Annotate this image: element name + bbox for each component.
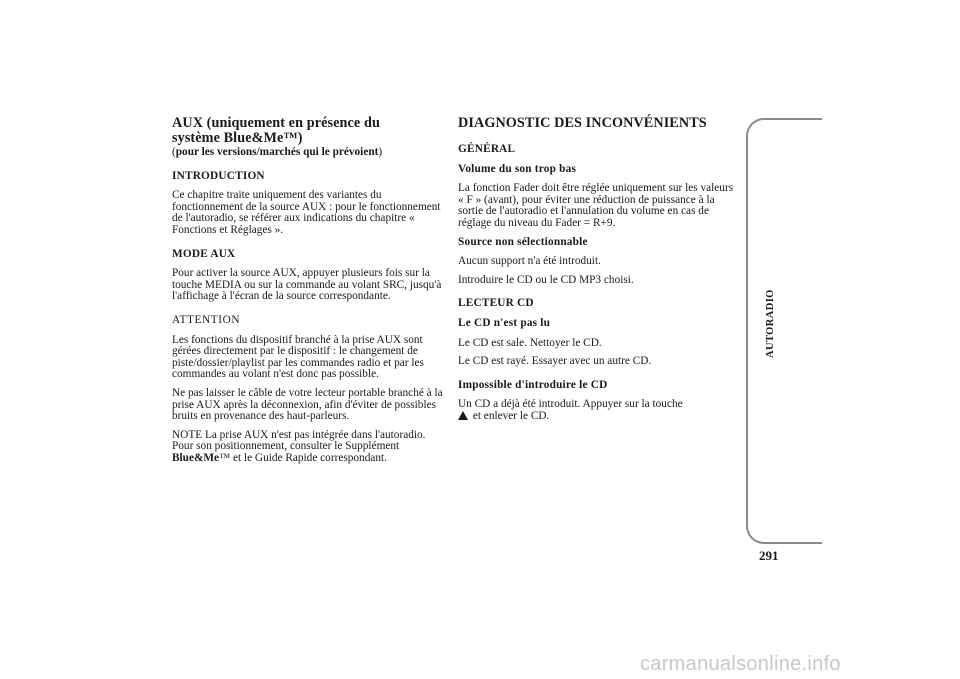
page-number: 291 — [759, 548, 779, 563]
attention-paragraph-2: Ne pas laisser le câble de votre lecteur portable branché à la prise AUX après la déconnexion, afin d'éviter de possibles bruits en provenance des haut-parleurs. — [172, 386, 443, 423]
cd-player-heading: LECTEUR CD — [458, 297, 534, 310]
cd-insert-text-a: Un CD a déjà été introduit. Appuyer sur la touche — [458, 398, 683, 411]
mode-aux-heading: MODE AUX — [172, 247, 236, 260]
cd-insert-heading: Impossible d'introduire le CD — [458, 378, 608, 391]
subtitle-bold-text: pour les versions/marchés qui le prévoient — [175, 146, 379, 158]
general-heading: GÉNÉRAL — [458, 143, 516, 155]
aux-title-line2: système Blue&Me™) — [172, 130, 303, 146]
cd-not-read-heading: Le CD n'est pas lu — [458, 316, 551, 329]
cd-insert-text-b: et enlever le CD. — [470, 409, 550, 422]
source-paragraph-2: Introduire le CD ou le CD MP3 choisi. — [458, 273, 634, 286]
aux-subtitle — [172, 147, 447, 159]
mode-aux-paragraph: Pour activer la source AUX, appuyer plusieurs fois sur la touche MEDIA ou sur la commande au volant SRC, jusqu'à l'affichage à l'écran de la source correspondante. — [172, 267, 442, 303]
cd-insert-paragraph — [458, 399, 740, 422]
aux-title-line1: AUX (uniquement en présence du — [172, 115, 380, 131]
right-column — [458, 116, 740, 430]
intro-paragraph: Ce chapitre traite uniquement des variantes du fonctionnement de la source AUX : pour le fonctionnement de l'autoradio, se référer aux indications du chapitre « Fonctions et Réglages ». — [172, 189, 441, 236]
note-text-a: NOTE La prise AUX n'est pas intégrée dans l'autoradio. Pour son positionnement, consulter le Supplément — [172, 428, 426, 453]
cd-not-read-paragraph-2: Le CD est rayé. Essayer avec un autre CD. — [458, 355, 652, 368]
watermark: carmanualsonline.info — [640, 653, 841, 675]
cd-not-read-paragraph-1: Le CD est sale. Nettoyer le CD. — [458, 336, 602, 349]
left-column — [172, 116, 447, 471]
volume-paragraph: La fonction Fader doit être réglée uniquement sur les valeurs « F » (avant), pour éviter une réduction de puissance à la sortie de l'autoradio et l'annulation du volume en cas de réglage du niveau du Fader = R+9. — [458, 182, 734, 229]
source-heading: Source non sélectionnable — [458, 235, 588, 248]
attention-heading: ATTENTION — [172, 313, 241, 326]
subtitle-close-paren: ) — [378, 146, 383, 158]
chapter-tab — [746, 118, 822, 544]
attention-paragraph-1: Les fonctions du dispositif branché à la prise AUX sont gérées directement par le dispositif : le changement de piste/dossier/playlist par les commandes radio et par les commandes au volant n'est donc pas possible. — [172, 333, 424, 381]
note-text-b: ™ et le Guide Rapide correspondant. — [219, 451, 387, 464]
note-bold: Blue&Me — [172, 451, 220, 464]
subtitle-open-paren: ( — [172, 146, 176, 158]
eject-icon — [458, 411, 468, 420]
intro-heading: INTRODUCTION — [172, 169, 265, 182]
source-paragraph-1: Aucun support n'a été introduit. — [458, 255, 601, 268]
diagnostic-title: DIAGNOSTIC DES INCONVÉNIENTS — [458, 115, 707, 131]
volume-heading: Volume du son trop bas — [458, 162, 577, 175]
chapter-tab-label: AUTORADIO — [765, 289, 776, 358]
aux-section-title — [172, 116, 447, 146]
note-paragraph — [172, 430, 447, 465]
